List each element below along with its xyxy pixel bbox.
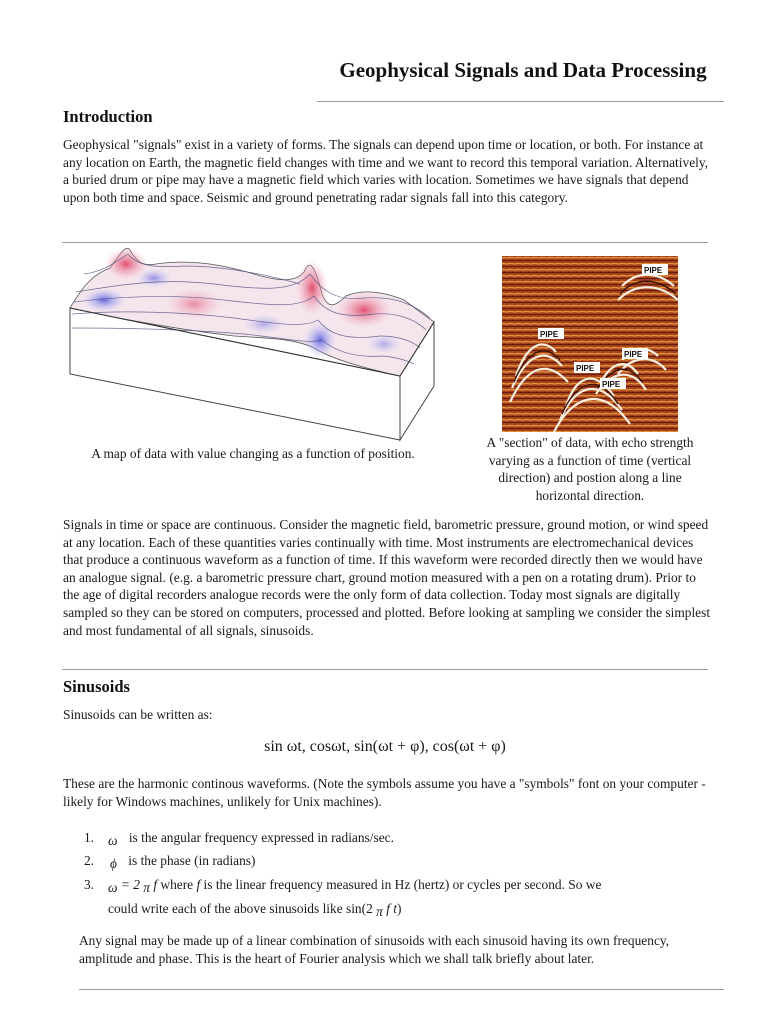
page-title: Geophysical Signals and Data Processing [339, 58, 707, 82]
pi-symbol: π [376, 904, 383, 919]
introduction-heading: Introduction [63, 107, 153, 126]
pipe-label: PIPE [644, 266, 663, 275]
left-figure-caption: A map of data with value changing as a function of position. [91, 446, 415, 461]
sinusoids-intro: Sinusoids can be written as: [63, 707, 213, 722]
list-item-continuation: could write each of the above sinusoids like sin(2 π f t) [108, 897, 708, 921]
pipe-label: PIPE [624, 350, 643, 359]
introduction-paragraph: Geophysical "signals" exist in a variety of forms. The signals can depend upon time or location, or both. For instance at any location on Earth, the magnetic field changes with time and we want to record this temporal variation. Alternatively, a buried drum or pipe may have a magnetic field which varies with location. Sometimes we have signals that depend upon both time and space. Seismic and ground penetrating radar signals fall into this category. [63, 137, 709, 205]
radar-section-image [502, 256, 678, 432]
phi-symbol: ϕ [110, 856, 117, 871]
pi-symbol: π [143, 880, 150, 895]
title-rule [317, 101, 724, 102]
right-figure-caption: A "section" of data, with echo strength varying as a function of time (vertical direction) and postion along a line horizontal direction. [486, 435, 694, 503]
sinusoids-heading: Sinusoids [63, 677, 130, 696]
section-rule-1 [62, 242, 708, 243]
omega-symbol: ω [108, 880, 118, 895]
sinusoid-equation: sin ωt, cosωt, sin(ωt + φ), cos(ωt + φ) [264, 738, 506, 755]
pipe-label: PIPE [602, 380, 621, 389]
pipe-label: PIPE [540, 330, 559, 339]
omega-symbol: ω [108, 833, 118, 848]
pipe-label: PIPE [576, 364, 595, 373]
section-rule-3 [79, 989, 724, 990]
surface-map-image [64, 244, 438, 444]
continuous-signals-paragraph: Signals in time or space are continuous. Consider the magnetic field, barometric pressure, ground motion, or wind speed at any location. Each of these quantities varies continually with time. Most instruments are electromechanical devices that produce a continuous waveform as a function of time. If this waveform were recorded directly then we would have an analogue signal. (e.g. a barometric pressure chart, ground motion measured with a pen on a rotating drum). Prior to the age of digital recorders analogue records were the only form of data collection. Today most signals are digitally sampled so they can be stored on computers, processed and plotted. Before looking at sampling we consider the simplest and most fundamental of all signals, sinusoids. [63, 517, 711, 638]
section-rule-2 [62, 669, 708, 670]
fourier-paragraph: Any signal may be made up of a linear combination of sinusoids with each sinusoid having its own frequency, amplitude and phase. This is the heart of Fourier analysis which we shall talk briefly about later. [79, 933, 670, 966]
symbols-note: These are the harmonic continous waveforms. (Note the symbols assume you have a "symbols" font on your computer - likely for Windows machines, unlikely for Unix machines). [63, 776, 706, 809]
definitions-list: 1. ω is the angular frequency expressed in radians/sec. 2. ϕ is the phase (in radians) 3. ω = 2 π f where f is the linear frequency measured in Hz (hertz) or cycles per second. So we could write each of the above sinusoids like sin(2 π f t) [72, 826, 692, 926]
